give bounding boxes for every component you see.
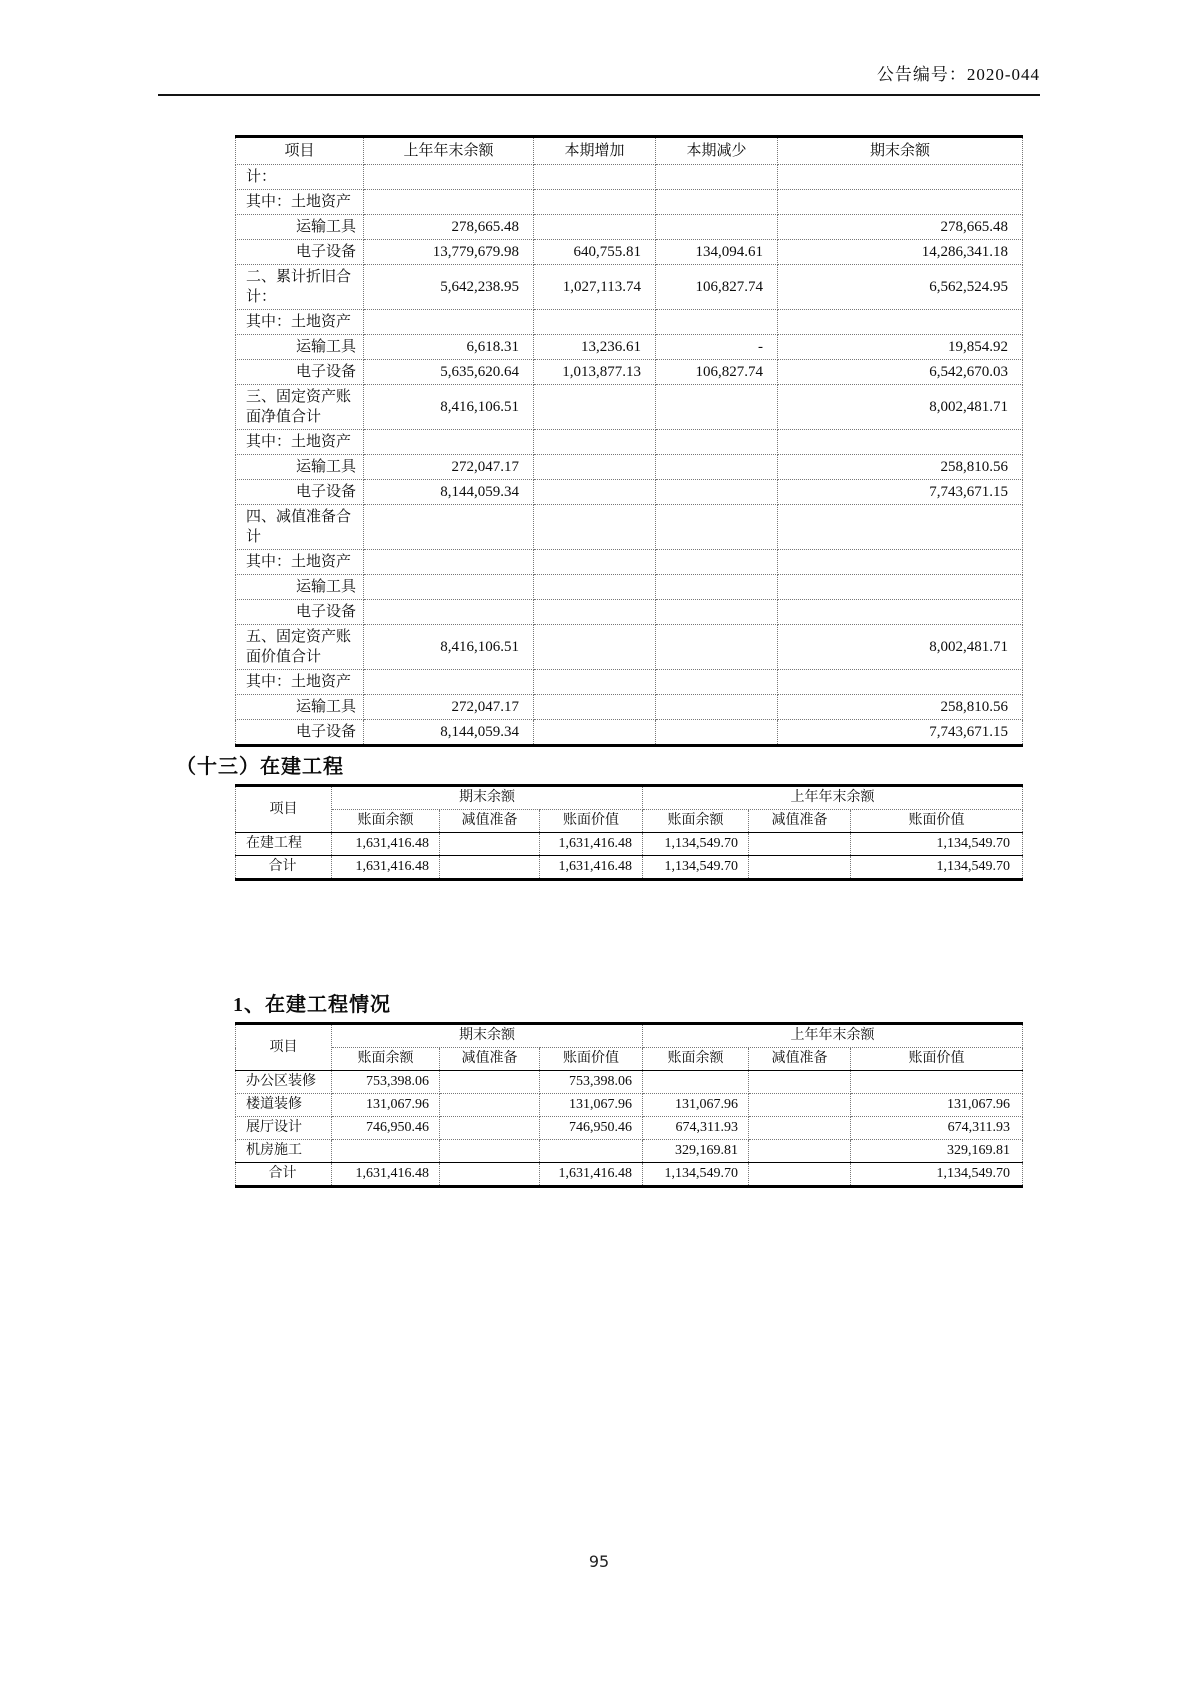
item-label: 电子设备 [296,244,357,260]
page-number: 95 [588,1552,610,1571]
value-cell-ending-balance: 258,810.56 [778,455,1023,480]
item-cell: 合计 [236,856,332,880]
table-row [236,240,1023,265]
item-cell [236,240,364,265]
sub-header-book-balance: 账面余额 [332,810,440,833]
construction-in-progress-summary-table [235,784,1023,881]
value-cell-ending-balance: 8,002,481.71 [778,385,1023,430]
value-cell-period-increase [534,165,656,190]
sub-header-book-balance: 账面余额 [643,810,749,833]
value-cell-book-value-ending: 1,631,416.48 [540,856,643,880]
sub-header-book-value: 账面价值 [540,810,643,833]
value-cell-ending-balance: 6,562,524.95 [778,265,1023,310]
value-cell-book-value-prior: 1,134,549.70 [851,833,1023,856]
value-cell-ending-balance: 258,810.56 [778,695,1023,720]
value-cell-period-increase [534,310,656,335]
value-cell-period-decrease [656,670,778,695]
table-row [236,1094,1023,1117]
value-cell-ending-balance [778,505,1023,550]
value-cell-book-balance-prior: 329,169.81 [643,1140,749,1163]
value-cell-impairment-ending [440,1163,540,1187]
table-row [236,1117,1023,1140]
value-cell-ending-balance: 6,542,670.03 [778,360,1023,385]
column-header-period-increase: 本期增加 [534,137,656,165]
value-cell-period-decrease [656,310,778,335]
value-cell-prior-year-balance [364,670,534,695]
value-cell-ending-balance [778,310,1023,335]
value-cell-impairment-prior [749,1094,851,1117]
item-cell [236,670,364,695]
value-cell-book-value-ending: 131,067.96 [540,1094,643,1117]
value-cell-impairment-ending [440,1140,540,1163]
sub-header-row [236,810,1023,833]
value-cell-period-increase [534,455,656,480]
item-label: 电子设备 [296,484,357,500]
table-row [236,480,1023,505]
item-cell [236,695,364,720]
sub-header-book-value: 账面价值 [851,1048,1023,1071]
column-header-prior-year-balance: 上年年末余额 [364,137,534,165]
table-row [236,1071,1023,1094]
item-cell [236,505,364,550]
value-cell-book-value-prior: 329,169.81 [851,1140,1023,1163]
value-cell-prior-year-balance: 6,618.31 [364,335,534,360]
value-cell-ending-balance [778,165,1023,190]
value-cell-prior-year-balance: 5,642,238.95 [364,265,534,310]
value-cell-period-decrease [656,600,778,625]
sub-header-book-value: 账面价值 [851,810,1023,833]
table-row [236,360,1023,385]
table-row [236,856,1023,880]
sub-header-impairment: 减值准备 [440,810,540,833]
value-cell-prior-year-balance: 272,047.17 [364,455,534,480]
table-row [236,335,1023,360]
value-cell-period-increase [534,625,656,670]
value-cell-period-increase [534,720,656,746]
value-cell-ending-balance: 7,743,671.15 [778,480,1023,505]
value-cell-prior-year-balance [364,600,534,625]
value-cell-book-value-prior: 1,134,549.70 [851,856,1023,880]
value-cell-impairment-prior [749,1140,851,1163]
column-header-item: 项目 [236,137,364,165]
value-cell-prior-year-balance [364,550,534,575]
sub-header-book-balance: 账面余额 [332,1048,440,1071]
value-cell-impairment-prior [749,1163,851,1187]
value-cell-prior-year-balance: 278,665.48 [364,215,534,240]
item-cell [236,625,364,670]
value-cell-period-increase: 640,755.81 [534,240,656,265]
value-cell-ending-balance [778,600,1023,625]
value-cell-book-balance-prior: 131,067.96 [643,1094,749,1117]
table-row [236,505,1023,550]
column-header-period-decrease: 本期减少 [656,137,778,165]
table-row [236,265,1023,310]
item-cell [236,360,364,385]
item-column-header: 项目 [236,1024,332,1071]
value-cell-period-decrease [656,720,778,746]
item-cell [236,165,364,190]
table-row [236,720,1023,746]
value-cell-book-value-ending: 753,398.06 [540,1071,643,1094]
value-cell-prior-year-balance: 272,047.17 [364,695,534,720]
value-cell-prior-year-balance [364,505,534,550]
value-cell-book-balance-prior: 1,134,549.70 [643,856,749,880]
sub-header-impairment: 减值准备 [440,1048,540,1071]
group-header-prior-year-balance: 上年年末余额 [643,786,1023,810]
value-cell-ending-balance: 19,854.92 [778,335,1023,360]
value-cell-impairment-prior [749,833,851,856]
value-cell-ending-balance [778,670,1023,695]
table-row [236,1140,1023,1163]
item-cell [236,310,364,335]
group-header-prior-year-balance: 上年年末余额 [643,1024,1023,1048]
group-header-row [236,1024,1023,1048]
value-cell-period-decrease: 106,827.74 [656,265,778,310]
item-label: 其中：土地资产 [246,554,352,570]
value-cell-book-value-prior: 1,134,549.70 [851,1163,1023,1187]
construction-summary-body [236,833,1023,880]
table-row [236,455,1023,480]
value-cell-period-decrease [656,190,778,215]
value-cell-ending-balance: 8,002,481.71 [778,625,1023,670]
value-cell-period-increase [534,575,656,600]
value-cell-period-increase [534,190,656,215]
value-cell-ending-balance [778,550,1023,575]
sub-header-impairment: 减值准备 [749,1048,851,1071]
value-cell-period-increase: 1,013,877.13 [534,360,656,385]
item-cell: 楼道装修 [236,1094,332,1117]
item-cell [236,215,364,240]
value-cell-period-decrease [656,385,778,430]
value-cell-book-value-prior [851,1071,1023,1094]
value-cell-period-decrease [656,455,778,480]
fixed-assets-table [235,135,1023,747]
value-cell-impairment-ending [440,833,540,856]
item-label: 四、减值准备合计 [246,509,352,545]
value-cell-book-balance-prior: 1,134,549.70 [643,833,749,856]
value-cell-period-decrease [656,165,778,190]
value-cell-period-increase [534,430,656,455]
item-cell: 办公区装修 [236,1071,332,1094]
value-cell-ending-balance: 14,286,341.18 [778,240,1023,265]
value-cell-period-increase [534,550,656,575]
item-label: 电子设备 [296,364,357,380]
value-cell-book-value-ending: 1,631,416.48 [540,833,643,856]
group-header-ending-balance: 期末余额 [332,786,643,810]
item-cell: 展厅设计 [236,1117,332,1140]
value-cell-prior-year-balance: 8,416,106.51 [364,385,534,430]
item-label: 运输工具 [296,339,357,355]
value-cell-period-increase: 13,236.61 [534,335,656,360]
item-label: 其中：土地资产 [246,674,352,690]
value-cell-period-increase [534,670,656,695]
table-row [236,575,1023,600]
value-cell-period-decrease: - [656,335,778,360]
value-cell-period-increase [534,600,656,625]
item-label: 三、固定资产账面净值合计 [246,389,352,425]
header-rule [158,94,1040,96]
item-cell [236,265,364,310]
value-cell-book-balance-ending: 1,631,416.48 [332,856,440,880]
value-cell-prior-year-balance [364,310,534,335]
value-cell-period-decrease: 134,094.61 [656,240,778,265]
value-cell-book-value-ending: 1,631,416.48 [540,1163,643,1187]
item-cell: 在建工程 [236,833,332,856]
value-cell-impairment-prior [749,1071,851,1094]
item-label: 运输工具 [296,459,357,475]
item-cell [236,480,364,505]
value-cell-impairment-ending [440,1094,540,1117]
item-label: 运输工具 [296,219,357,235]
item-cell: 机房施工 [236,1140,332,1163]
value-cell-book-value-prior: 674,311.93 [851,1117,1023,1140]
item-cell [236,335,364,360]
value-cell-prior-year-balance [364,575,534,600]
value-cell-period-decrease [656,505,778,550]
table-row [236,430,1023,455]
table-row [236,190,1023,215]
fixed-assets-table-body [236,165,1023,746]
item-cell [236,455,364,480]
sub-header-impairment: 减值准备 [749,810,851,833]
value-cell-period-increase [534,505,656,550]
value-cell-impairment-ending [440,1117,540,1140]
item-label: 电子设备 [296,604,357,620]
value-cell-book-balance-ending: 746,950.46 [332,1117,440,1140]
value-cell-prior-year-balance: 8,144,059.34 [364,480,534,505]
value-cell-book-value-prior: 131,067.96 [851,1094,1023,1117]
value-cell-prior-year-balance: 13,779,679.98 [364,240,534,265]
value-cell-prior-year-balance [364,165,534,190]
table-row [236,600,1023,625]
value-cell-period-increase: 1,027,113.74 [534,265,656,310]
value-cell-period-decrease [656,215,778,240]
value-cell-impairment-prior [749,1117,851,1140]
section-1-heading: 1、在建工程情况 [233,994,391,1016]
table-row [236,310,1023,335]
value-cell-prior-year-balance: 8,144,059.34 [364,720,534,746]
value-cell-period-decrease [656,695,778,720]
item-cell [236,720,364,746]
value-cell-ending-balance [778,575,1023,600]
section-13-heading: （十三）在建工程 [176,756,344,778]
table-row [236,550,1023,575]
value-cell-period-decrease [656,430,778,455]
item-cell [236,385,364,430]
value-cell-book-value-ending [540,1140,643,1163]
item-label: 其中：土地资产 [246,314,352,330]
item-label: 其中：土地资产 [246,434,352,450]
value-cell-ending-balance: 7,743,671.15 [778,720,1023,746]
item-cell [236,600,364,625]
item-cell [236,190,364,215]
value-cell-period-decrease: 106,827.74 [656,360,778,385]
item-label: 计： [246,169,277,185]
item-column-header: 项目 [236,786,332,833]
value-cell-ending-balance [778,430,1023,455]
table-header-row [236,137,1023,165]
table-row [236,625,1023,670]
value-cell-period-increase [534,480,656,505]
item-label: 电子设备 [296,724,357,740]
sub-header-book-balance: 账面余额 [643,1048,749,1071]
item-label: 其中：土地资产 [246,194,352,210]
value-cell-ending-balance: 278,665.48 [778,215,1023,240]
value-cell-impairment-prior [749,856,851,880]
value-cell-prior-year-balance: 8,416,106.51 [364,625,534,670]
table-row [236,165,1023,190]
value-cell-period-increase [534,385,656,430]
item-cell [236,575,364,600]
table-row [236,215,1023,240]
value-cell-period-increase [534,215,656,240]
item-label: 二、累计折旧合计： [246,269,352,305]
value-cell-book-balance-ending: 753,398.06 [332,1071,440,1094]
value-cell-book-balance-ending [332,1140,440,1163]
group-header-row [236,786,1023,810]
item-cell [236,430,364,455]
value-cell-book-balance-prior: 674,311.93 [643,1117,749,1140]
value-cell-book-balance-prior: 1,134,549.70 [643,1163,749,1187]
value-cell-period-decrease [656,480,778,505]
construction-projects-detail-table [235,1022,1023,1188]
table-row [236,385,1023,430]
value-cell-book-value-ending: 746,950.46 [540,1117,643,1140]
item-cell: 合计 [236,1163,332,1187]
item-cell [236,550,364,575]
value-cell-period-decrease [656,575,778,600]
table-row [236,695,1023,720]
item-label: 运输工具 [296,699,357,715]
table-row [236,670,1023,695]
value-cell-book-balance-ending: 1,631,416.48 [332,833,440,856]
announcement-number: 公告编号：2020-044 [876,65,1040,84]
item-label: 五、固定资产账面价值合计 [246,629,352,665]
value-cell-period-increase [534,695,656,720]
value-cell-period-decrease [656,550,778,575]
item-label: 运输工具 [296,579,357,595]
sub-header-book-value: 账面价值 [540,1048,643,1071]
table-row [236,833,1023,856]
value-cell-prior-year-balance [364,190,534,215]
value-cell-prior-year-balance: 5,635,620.64 [364,360,534,385]
value-cell-prior-year-balance [364,430,534,455]
value-cell-book-balance-ending: 131,067.96 [332,1094,440,1117]
value-cell-book-balance-ending: 1,631,416.48 [332,1163,440,1187]
value-cell-ending-balance [778,190,1023,215]
value-cell-impairment-ending [440,856,540,880]
sub-header-row [236,1048,1023,1071]
value-cell-period-decrease [656,625,778,670]
group-header-ending-balance: 期末余额 [332,1024,643,1048]
value-cell-book-balance-prior [643,1071,749,1094]
table-row [236,1163,1023,1187]
column-header-ending-balance: 期末余额 [778,137,1023,165]
construction-detail-body [236,1071,1023,1187]
value-cell-impairment-ending [440,1071,540,1094]
